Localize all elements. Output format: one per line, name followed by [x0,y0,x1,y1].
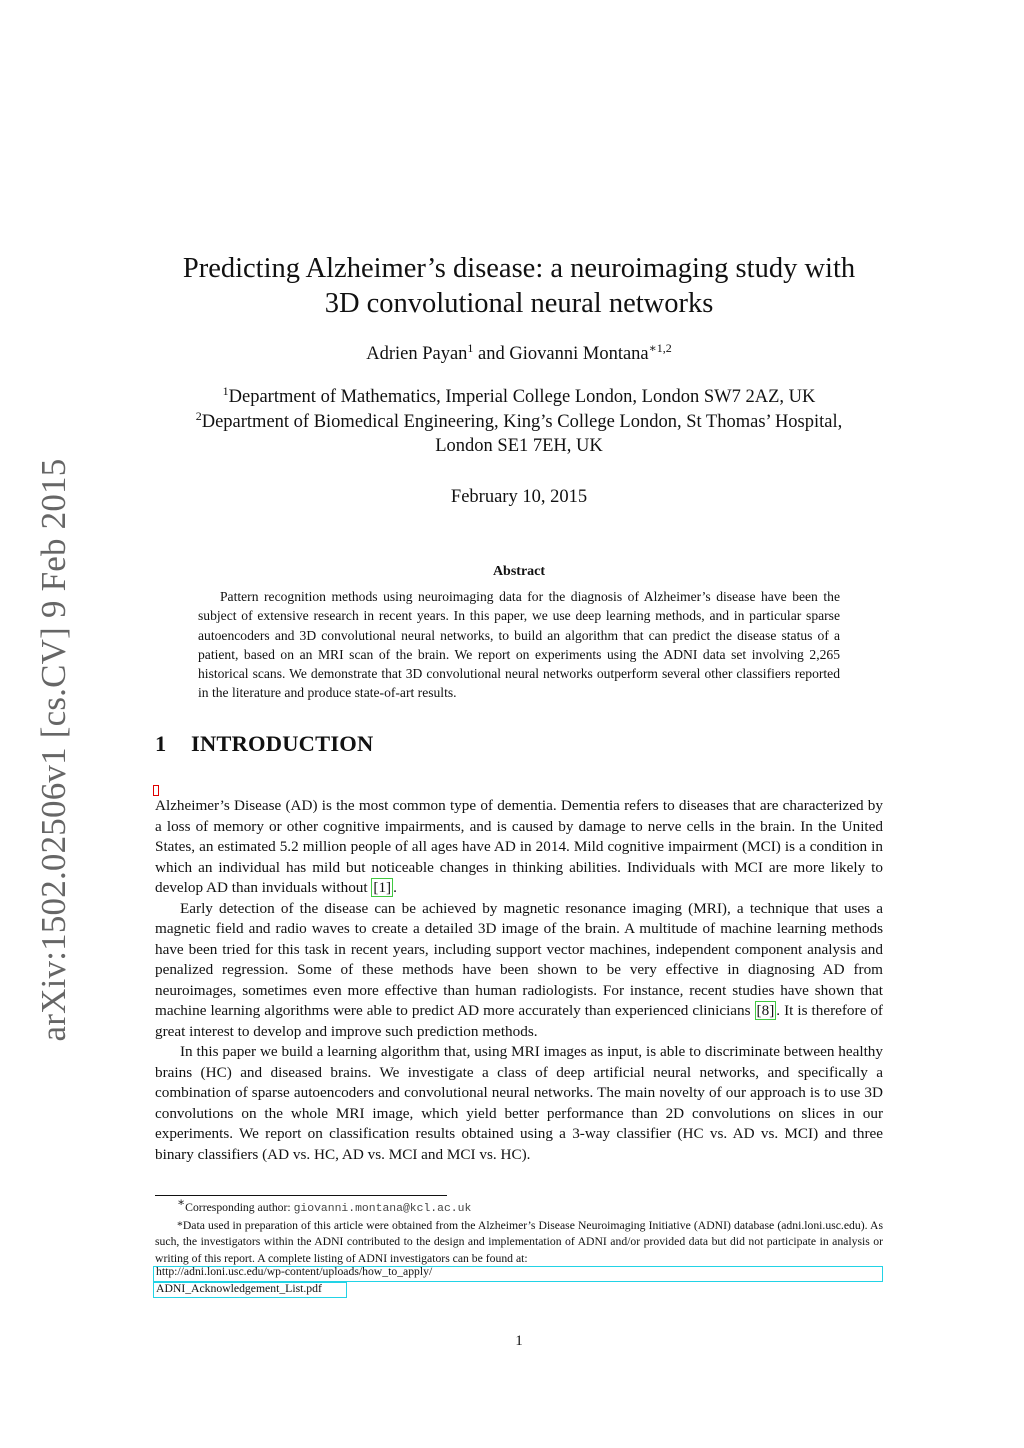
footnote-mark: ∗ [177,1195,186,1210]
paper-title [155,251,883,321]
footnote-adni: *Data used in preparation of this article were obtained from the Alzheimer’s Disease Neuroimaging Initiative (ADNI) database (adni.loni.usc.edu). As such, the investigators within the ADNI contributed to the design and implementation of ADNI and/or provided data but did not participate in analysis or writing of this report. A complete listing of ADNI investigators can be found at: [155,1218,883,1265]
affiliation-2-mark: 2 [195,408,202,423]
introduction-body [155,796,883,1165]
abstract-text: Pattern recognition methods using neuroimaging data for the diagnosis of Alzheimer’s disease have been the subject of extensive research in recent years. In this paper, we use deep learning methods, and in particular sparse autoencoders and 3D convolutional neural networks, to build an algorithm that can predict the disease status of a patient, based on an MRI scan of the brain. We report on experiments using the ADNI data set involving 2,265 historical scans. We demonstrate that 3D convolutional neural networks outperform several other classifiers reported in the literature and produce state-of-art results. [198,589,840,701]
paragraph-2 [155,899,883,1043]
title-line-1: Predicting Alzheimer’s disease: a neuroimaging study with [182,253,856,284]
footnotes [155,1195,883,1267]
author-2-affiliation-mark: ∗1,2 [648,340,672,355]
page-number: 1 [515,1333,523,1349]
author-email: giovanni.montana@kcl.ac.uk [293,1203,472,1215]
publication-date: February 10, 2015 [450,487,588,507]
citation-link-8[interactable]: [8] [756,1002,775,1019]
abstract-heading: Abstract [492,564,546,579]
affiliation-2 [155,410,883,435]
section-heading-introduction [155,731,373,757]
author-1-affiliation-mark: 1 [467,340,474,355]
citation-link-1[interactable]: [1] [373,879,392,896]
footnote-label: Corresponding author: [185,1201,294,1214]
section-title: INTRODUCTION [191,731,374,756]
author-1: Adrien Payan [366,344,468,364]
section-number: 1 [155,731,167,756]
arxiv-identifier-stamp: arXiv:1502.02506v1 [cs.CV] 9 Feb 2015 [34,458,73,1042]
adni-url-line-2[interactable]: ADNI_Acknowledgement_List.pdf [156,1282,322,1295]
author-list [155,340,883,365]
affiliations [155,385,883,459]
paragraph-1-end: . [393,879,397,896]
affiliation-1-mark: 1 [222,383,229,398]
affiliation-1 [155,385,883,410]
footnote-corresponding-author [155,1195,883,1218]
paragraph-2-text: Early detection of the disease can be achieved by magnetic resonance imaging (MRI), a technique that uses a magnetic field and radio waves to create a detailed 3D image of the brain. A multitude of machine learning methods have been tried for this task in recent years, including support vector machines, independent component analysis and penalized regression. Some of these methods have been shown to be very effective in diagnosing AD from neuroimages, sometimes even more effective than human radiologists. For instance, recent studies have shown that machine learning algorithms were able to predict AD more accurately than experienced clinicians [155,899,883,1019]
affiliation-1-text: Department of Mathematics, Imperial College London, London SW7 2AZ, UK [228,387,816,407]
paragraph-3: In this paper we build a learning algorithm that, using MRI images as input, is able to discriminate between healthy brains (HC) and diseased brains. We investigate a class of deep artificial neural networks, and specifically a combination of sparse autoencoders and convolutional neural networks. The main novelty of our approach is to use 3D convolutions on the whole MRI image, which yield better performance than 2D convolutions on slices in our experiments. We report on classification results obtained using a 3-way classifier (HC vs. AD vs. MCI) and three binary classifiers (AD vs. HC, AD vs. MCI and MCI vs. HC). [155,1043,883,1163]
paragraph-1-text: Alzheimer’s Disease (AD) is the most common type of dementia. Dementia refers to diseases that are characterized by a loss of memory or other cognitive impairments, and is caused by damage to nerve cells in the brain. In the United States, an estimated 5.2 million people of all ages have AD in 2014. Mild cognitive impairment (MCI) is a condition in which an individual has mild but noticeable changes in thinking abilities. Individuals with MCI are more likely to develop AD than inviduals without [155,797,883,896]
affiliation-2-text: Department of Biomedical Engineering, King’s College London, St Thomas’ Hospital, [201,411,843,432]
footnote-divider [155,1195,447,1196]
author-2: Giovanni Montana [509,344,649,364]
link-anchor-marker[interactable] [153,785,159,796]
affiliation-2-continued: London SE1 7EH, UK [435,436,603,456]
title-line-2: 3D convolutional neural networks [324,288,714,319]
paragraph-2-end: . It is therefore of great interest to develop and improve such prediction methods. [155,1002,883,1040]
paragraph-1 [155,796,883,899]
author-conjunction: and [473,344,510,364]
adni-url-line-1[interactable]: http://adni.loni.usc.edu/wp-content/uploads/how_to_apply/ [156,1265,433,1278]
